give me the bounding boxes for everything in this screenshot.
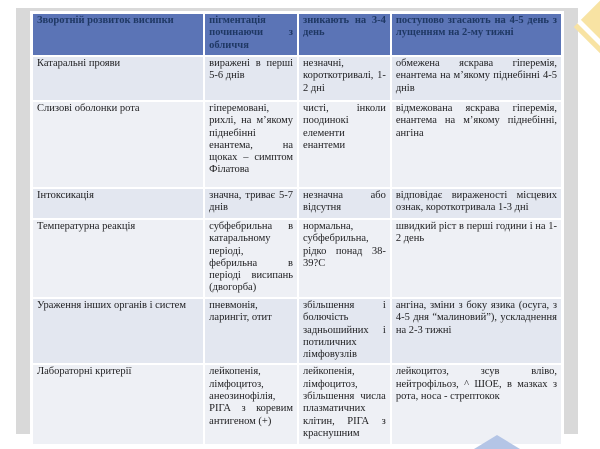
row-label-cell: Лабораторні критерії: [33, 365, 203, 444]
row-label-cell: Катаральні прояви: [33, 57, 203, 100]
data-cell: лейкопенія, лімфоцитоз, збільшення числа плазматичних клітин, РІГА з краснушним: [299, 365, 390, 444]
table-row: [33, 365, 561, 444]
data-cell: незначні, короткотривалі, 1-2 дні: [299, 57, 390, 100]
header-cell: поступово згасають на 4-5 день з лущенням на 2-му тижні: [392, 14, 561, 55]
data-cell: швидкий ріст в перші години і на 1-2 день: [392, 220, 561, 297]
data-cell: субфебрильна в катаральному періоді, фебрильна в періоді висипань (двогорба): [205, 220, 297, 297]
data-cell: нормальна, субфебрильна, рідко понад 38-39?С: [299, 220, 390, 297]
comparison-table-container: [30, 11, 564, 447]
data-cell: значна, триває 5-7 днів: [205, 189, 297, 218]
data-cell: відповідає вираженості місцевих ознак, короткотривала 1-3 дні: [392, 189, 561, 218]
table-header-row: [33, 14, 561, 55]
row-label-cell: Температурна реакція: [33, 220, 203, 297]
row-label-cell: Ураження інших органів і систем: [33, 299, 203, 363]
data-cell: обмежена яскрава гіперемія, енантема на м’якому піднебінні 4-5 днів: [392, 57, 561, 100]
data-cell: відмежована яскрава гіперемія, енантема на м’якому піднебінні, ангіна: [392, 102, 561, 187]
data-cell: гіперемовані, рихлі, на м’якому піднебінні енантема, на щоках – симптом Філатова: [205, 102, 297, 187]
header-cell: пігментація починаючи з обличчя: [205, 14, 297, 55]
data-cell: лейкопенія, лімфоцитоз, анеозинофілія, РІГА з коревим антигеном (+): [205, 365, 297, 444]
table-row: [33, 57, 561, 100]
table-row: [33, 220, 561, 297]
table-row: [33, 189, 561, 218]
table-row: [33, 102, 561, 187]
header-cell: Зворотній розвиток висипки: [33, 14, 203, 55]
bottom-triangle-decoration: [474, 435, 520, 449]
data-cell: незначна або відсутня: [299, 189, 390, 218]
row-label-cell: Інтоксикація: [33, 189, 203, 218]
data-cell: пневмонія, ларингіт, отит: [205, 299, 297, 363]
data-cell: виражені в перші 5-6 днів: [205, 57, 297, 100]
data-cell: чисті, інколи поодинокі елементи енантеми: [299, 102, 390, 187]
header-cell: зникають на 3-4 день: [299, 14, 390, 55]
row-label-cell: Слизові оболонки рота: [33, 102, 203, 187]
disease-comparison-table: [31, 12, 563, 446]
table-row: [33, 299, 561, 363]
data-cell: лейкоцитоз, зсув вліво, нейтрофільоз, ^ ШОЕ, в мазках з рота, носа - стрептокок: [392, 365, 561, 444]
data-cell: збільшення і болючість задньошийних і потиличних лімфовузлів: [299, 299, 390, 363]
data-cell: ангіна, зміни з боку язика (осуга, з 4-5 дня “малиновий”), ускладнення на 2-3 тижні: [392, 299, 561, 363]
